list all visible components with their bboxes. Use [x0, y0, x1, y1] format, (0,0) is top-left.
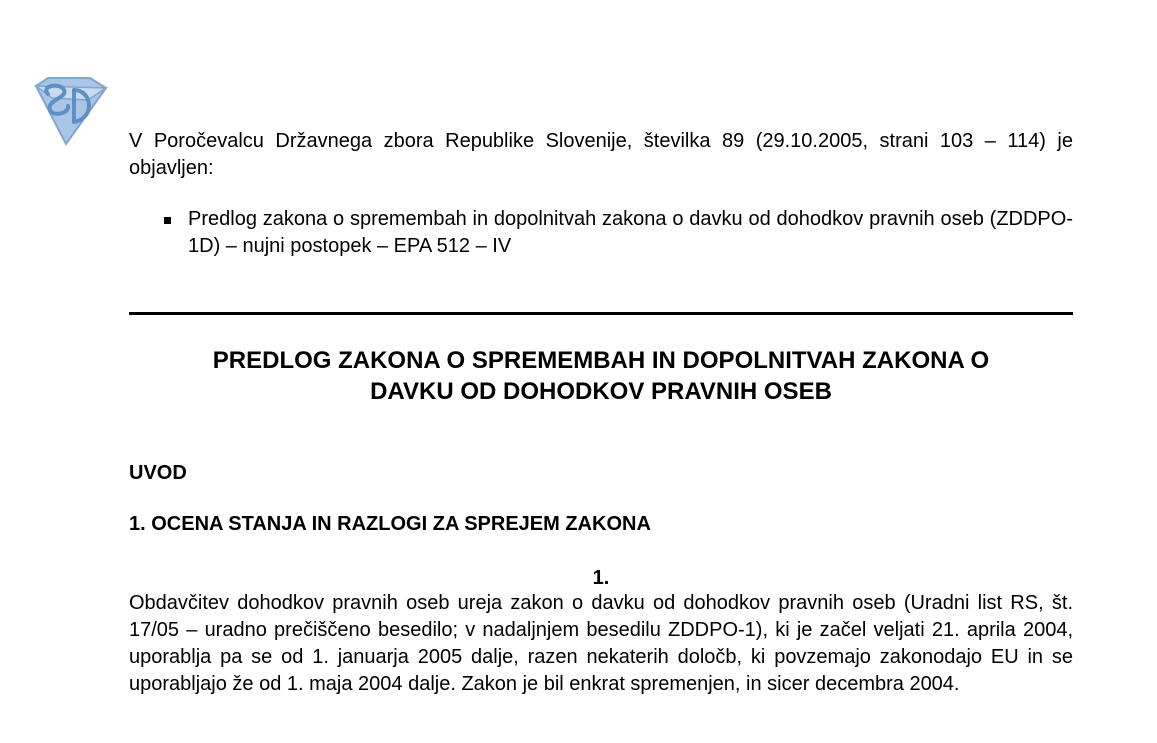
document-title-line-1: PREDLOG ZAKONA O SPREMEMBAH IN DOPOLNITVAH ZAKONA O [212, 347, 990, 374]
heading-section-1: 1. OCENA STANJA IN RAZLOGI ZA SPREJEM ZAKONA [129, 513, 651, 535]
intro-paragraph: V Poročevalcu Državnega zbora Republike Slovenije, številka 89 (29.10.2005, strani 103 – 114) je objavljen: [129, 130, 1073, 179]
heading-uvod: UVOD [129, 462, 187, 484]
document-title-line-2: DAVKU OD DOHODKOV PRAVNIH OSEB [370, 378, 832, 405]
square-bullet-icon [164, 217, 171, 224]
bullet-item-text: Predlog zakona o spremembah in dopolnitvah zakona o davku od dohodkov pravnih oseb (ZDDPO-1D) – nujni postopek – EPA 512 – IV [188, 208, 1073, 257]
document-title [129, 345, 1073, 407]
sd-diamond-logo [26, 76, 112, 148]
diamond-logo-icon [26, 76, 112, 148]
article-number: 1. [592, 567, 610, 589]
horizontal-rule [129, 312, 1073, 315]
article-paragraph: Obdavčitev dohodkov pravnih oseb ureja zakon o davku od dohodkov pravnih oseb (Uradni list RS, št. 17/05 – uradno prečiščeno besedilo; v nadaljnjem besedilu ZDDPO-1), ki je začel veljati 21. aprila 2004, uporablja pa se od 1. januarja 2005 dalje, razen nekaterih določb, ki povzemajo zakonodajo EU in se uporabljajo že od 1. maja 2004 dalje. Zakon je bil enkrat spremenjen, in sicer decembra 2004. [129, 592, 1073, 695]
